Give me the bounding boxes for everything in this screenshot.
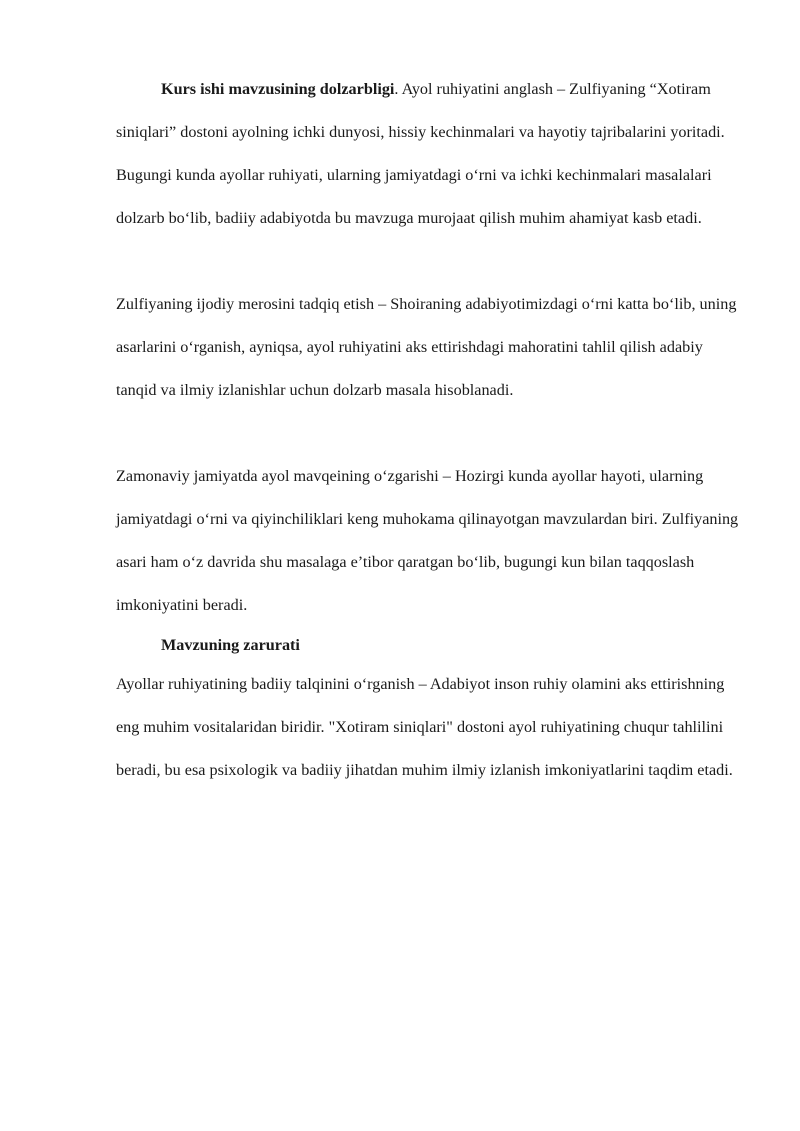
- section-title-necessity: Mavzuning zarurati: [161, 636, 300, 654]
- intro-text: Ayol ruhiyatini anglash – Zulfiyaning “Xotiram siniqlari” dostoni ayolning ichki dunyosi, hissiy kechinmalari va hayotiy tajribalarini yoritadi. Bugungi kunda ayollar ruhiyati, ularning jamiyatdagi oʻrni va ichki kechinmalari masalalari dolzarb boʻlib, badiiy adabiyotda bu mavzuga murojaat qilish muhim ahamiyat kasb etadi.: [116, 80, 725, 227]
- intro-paragraph: [116, 68, 744, 240]
- title-period: .: [394, 80, 399, 98]
- section-title-relevance: Kurs ishi mavzusining dolzarbligi: [161, 80, 395, 98]
- document-page: [116, 68, 744, 792]
- paragraph-modern-society: Zamonaviy jamiyatda ayol mavqeining oʻzgarishi – Hozirgi kunda ayollar hayoti, ularning jamiyatdagi oʻrni va qiyinchiliklari keng muhokama qilinayotgan mavzulardan biri. Zulfiyaning asari ham oʻz davrida shu masalaga e’tibor qaratgan boʻlib, bugungi kun bilan taqqoslash imkoniyatini beradi.: [116, 467, 739, 614]
- paragraph-artistic-interpretation: Ayollar ruhiyatining badiiy talqinini oʻrganish – Adabiyot inson ruhiy olamini aks ettirishning eng muhim vositalaridan biridir. "Xotiram siniqlari" dostoni ayol ruhiyatining chuqur tahlilini beradi, bu esa psixologik va badiiy jihatdan muhim ilmiy izlanish imkoniyatlarini taqdim etadi.: [116, 675, 733, 779]
- paragraph-heritage: Zulfiyaning ijodiy merosini tadqiq etish – Shoiraning adabiyotimizdagi oʻrni katta boʻlib, uning asarlarini oʻrganish, ayniqsa, ayol ruhiyatini aks ettirishdagi mahoratini tahlil qilish adabiy tanqid va ilmiy izlanishlar uchun dolzarb masala hisoblanadi.: [116, 295, 737, 399]
